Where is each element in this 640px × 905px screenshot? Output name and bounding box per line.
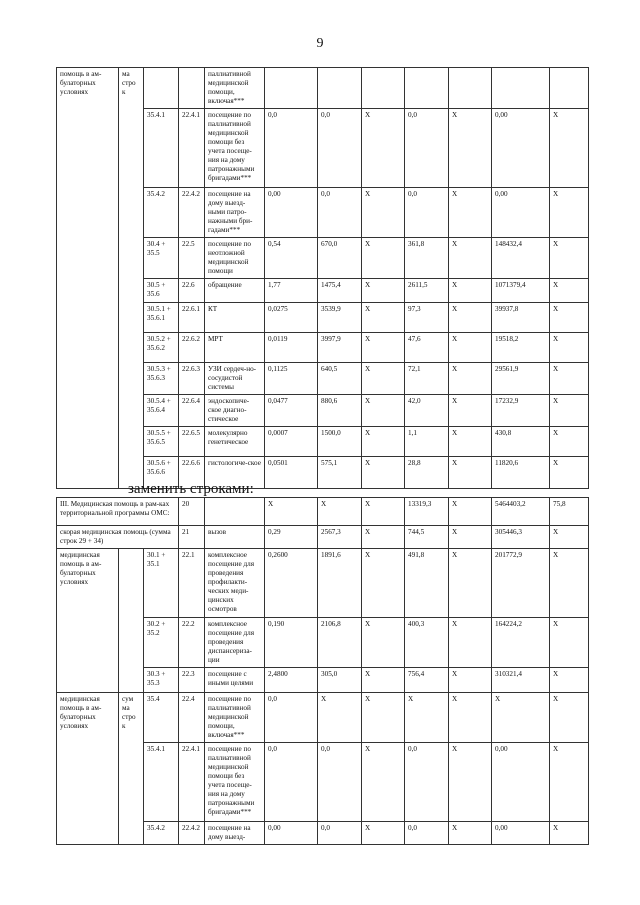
table-cell: 72,1	[405, 363, 449, 395]
table-cell: 0,00	[265, 822, 318, 845]
row-label: помощь в ам-булаторных условиях	[57, 68, 119, 489]
table-cell: 22.2	[179, 618, 205, 668]
table-cell: УЗИ сердеч-но-сосудистой системы	[205, 363, 265, 395]
row-label-2: сум ма стро к	[119, 693, 144, 845]
table-cell	[362, 68, 405, 109]
table-cell: X	[550, 303, 589, 333]
table-cell: X	[449, 427, 492, 457]
table-cell: 22.5	[179, 238, 205, 279]
table-cell: посещение по паллиативной медицинской помощи без учета посеще-ния на дому патронажными бригадами***	[205, 109, 265, 188]
table-cell: X	[449, 395, 492, 427]
table-cell: 0,00	[492, 188, 550, 238]
table-cell: 491,8	[405, 549, 449, 618]
table-cell: 35.4.2	[144, 188, 179, 238]
table-cell	[318, 68, 362, 109]
row-label-2: ма стро к	[119, 68, 144, 489]
table-cell: 0,00	[492, 822, 550, 845]
table-cell: 0,0	[318, 743, 362, 822]
table-cell: посещение на дому выезд-	[205, 822, 265, 845]
table-cell: X	[449, 188, 492, 238]
table-cell: КТ	[205, 303, 265, 333]
table-cell: 22.6.3	[179, 363, 205, 395]
section-title: III. Медицинская помощь в рам-ках территориальной программы ОМС:	[57, 498, 179, 526]
table-cell: X	[362, 395, 405, 427]
table-cell: 310321,4	[492, 668, 550, 693]
table-row	[57, 526, 589, 549]
table-cell: МРТ	[205, 333, 265, 363]
table-cell: X	[362, 333, 405, 363]
table-cell: 744,5	[405, 526, 449, 549]
table-cell: 35.4.1	[144, 109, 179, 188]
table-cell: 30.5.4 + 35.6.4	[144, 395, 179, 427]
table-cell: 30.4 + 35.5	[144, 238, 179, 279]
table-cell: эндоскопиче-ское диагно-стическое	[205, 395, 265, 427]
table-cell: 0,0119	[265, 333, 318, 363]
table-cell: 35.4	[144, 693, 179, 743]
table-cell: X	[449, 693, 492, 743]
table-cell: 22.4.2	[179, 188, 205, 238]
table-cell: 0,0	[265, 109, 318, 188]
table-cell	[119, 549, 144, 693]
table-cell: посещение по неотложной медицинской помощи	[205, 238, 265, 279]
table-row	[57, 498, 589, 526]
table-cell: 30.5.3 + 35.6.3	[144, 363, 179, 395]
table-cell: X	[550, 549, 589, 618]
table-cell: X	[449, 822, 492, 845]
table-cell: X	[362, 303, 405, 333]
table-cell: X	[550, 526, 589, 549]
table-cell: 575,1	[318, 457, 362, 489]
table-cell: комплексное посещение для проведения профилакти-ческих меди-цинских осмотров	[205, 549, 265, 618]
table-cell: X	[362, 427, 405, 457]
table-cell: 1,77	[265, 279, 318, 303]
table-cell: 5464403,2	[492, 498, 550, 526]
table-cell: 2611,5	[405, 279, 449, 303]
table-cell: X	[550, 188, 589, 238]
table-cell: 30.5.1 + 35.6.1	[144, 303, 179, 333]
table-cell: 30.5 + 35.6	[144, 279, 179, 303]
table-cell: 640,5	[318, 363, 362, 395]
table-cell: молекулярно генетическое	[205, 427, 265, 457]
table-cell: 39937,8	[492, 303, 550, 333]
table-cell: 22.4.2	[179, 822, 205, 845]
table-cell: 1500,0	[318, 427, 362, 457]
table-cell: X	[550, 395, 589, 427]
table-cell: 0,0	[318, 822, 362, 845]
table-cell: X	[449, 109, 492, 188]
table-cell: X	[362, 668, 405, 693]
table-cell: 1475,4	[318, 279, 362, 303]
table-cell: 0,54	[265, 238, 318, 279]
table-row	[57, 68, 589, 109]
table-cell: 22.3	[179, 668, 205, 693]
table-cell: X	[550, 668, 589, 693]
table-cell: 1071379,4	[492, 279, 550, 303]
table-cell: 0,0	[405, 188, 449, 238]
table-cell: 361,8	[405, 238, 449, 279]
table-cell: X	[449, 238, 492, 279]
table-cell: X	[449, 526, 492, 549]
table-cell	[449, 68, 492, 109]
table-cell: X	[449, 303, 492, 333]
table-row	[57, 549, 589, 618]
table-cell: X	[362, 498, 405, 526]
table-cell: скорая медицинская помощь (сумма строк 29 + 34)	[57, 526, 179, 549]
table-cell: X	[362, 279, 405, 303]
table-cell: 0,00	[265, 188, 318, 238]
table-cell: посещение по паллиативной медицинской помощи без учета посеще-ния на дому патронажными бригадами***	[205, 743, 265, 822]
table-cell: X	[550, 457, 589, 489]
table-cell: посещение с иными целями	[205, 668, 265, 693]
row-label: медицинская помощь в ам-булаторных условиях	[57, 549, 119, 693]
table-cell: 0,0	[405, 743, 449, 822]
cell-description: паллиативной медицинской помощи, включая***	[205, 68, 265, 109]
table-cell	[205, 498, 265, 526]
table-cell: X	[492, 693, 550, 743]
table-cell	[144, 68, 179, 109]
table-cell: X	[362, 188, 405, 238]
table-cell: 1891,6	[318, 549, 362, 618]
page-number: 9	[316, 36, 324, 51]
replace-heading: заменить строками:	[128, 481, 254, 497]
table-cell: 0,1125	[265, 363, 318, 395]
table-cell	[179, 68, 205, 109]
table-cell: 430,8	[492, 427, 550, 457]
table-cell: 30.5.2 + 35.6.2	[144, 333, 179, 363]
table-cell: X	[405, 693, 449, 743]
table-cell: 22.4	[179, 693, 205, 743]
table-cell: X	[449, 668, 492, 693]
table-cell: 22.4.1	[179, 743, 205, 822]
table-cell: 670,0	[318, 238, 362, 279]
table-cell: 30.5.6 + 35.6.6	[144, 457, 179, 489]
table-cell: X	[449, 549, 492, 618]
table-cell	[405, 68, 449, 109]
table-cell: X	[550, 693, 589, 743]
table-cell: 305446,3	[492, 526, 550, 549]
table-cell: X	[362, 693, 405, 743]
table-cell: X	[449, 363, 492, 395]
table-cell: X	[362, 822, 405, 845]
table-cell: X	[362, 109, 405, 188]
table-cell: гистологиче-ское	[205, 457, 265, 489]
table-cell: 3997,9	[318, 333, 362, 363]
table-cell: комплексное посещение для проведения диспансериза-ции	[205, 618, 265, 668]
table-cell: X	[362, 549, 405, 618]
table-cell: 22.4.1	[179, 109, 205, 188]
table-cell: вызов	[205, 526, 265, 549]
table-cell: X	[265, 498, 318, 526]
table-cell: X	[550, 279, 589, 303]
table-cell: X	[449, 618, 492, 668]
table-cell: 0,00	[492, 743, 550, 822]
table-cell: 2106,8	[318, 618, 362, 668]
table-cell: X	[550, 822, 589, 845]
table-cell: 0,190	[265, 618, 318, 668]
table-cell: X	[449, 457, 492, 489]
table-cell: обращение	[205, 279, 265, 303]
table-cell: 0,0	[405, 822, 449, 845]
table-cell: X	[550, 427, 589, 457]
table-cell: 148432,4	[492, 238, 550, 279]
table-cell: 47,6	[405, 333, 449, 363]
table-cell: 0,0	[265, 693, 318, 743]
table-cell: X	[362, 457, 405, 489]
table-cell: X	[318, 693, 362, 743]
table-cell: 35.4.1	[144, 743, 179, 822]
table-cell: 2567,3	[318, 526, 362, 549]
table-continuation	[56, 67, 589, 489]
table-cell: 0,00	[492, 109, 550, 188]
table-cell: 0,0	[318, 109, 362, 188]
table-cell: X	[449, 279, 492, 303]
table-cell: 21	[179, 526, 205, 549]
table-cell: 0,29	[265, 526, 318, 549]
table-cell: 22.6	[179, 279, 205, 303]
table-cell: посещение на дому выезд-ными патро-нажными бри-гадами***	[205, 188, 265, 238]
table-cell: X	[550, 743, 589, 822]
table-cell: 22.6.4	[179, 395, 205, 427]
table-cell: 22.6.1	[179, 303, 205, 333]
table-cell: 30.1 + 35.1	[144, 549, 179, 618]
table-cell: посещение по паллиативной медицинской помощи, включая***	[205, 693, 265, 743]
table-cell: 0,0501	[265, 457, 318, 489]
table-cell: X	[449, 743, 492, 822]
table-cell: 30.5.5 + 35.6.5	[144, 427, 179, 457]
table-cell: X	[362, 238, 405, 279]
table-cell: 0,0	[318, 188, 362, 238]
table-cell: 201772,9	[492, 549, 550, 618]
table-cell: 20	[179, 498, 205, 526]
table-cell	[265, 68, 318, 109]
table-cell: 0,0	[265, 743, 318, 822]
table-cell: 0,2600	[265, 549, 318, 618]
table-cell: 22.1	[179, 549, 205, 618]
table-cell: X	[550, 363, 589, 395]
table-row	[57, 693, 589, 743]
table-cell: 1,1	[405, 427, 449, 457]
table-cell: X	[449, 333, 492, 363]
table-cell: 13319,3	[405, 498, 449, 526]
row-label: медицинская помощь в ам-булаторных условиях	[57, 693, 119, 845]
table-cell: 400,3	[405, 618, 449, 668]
table-cell: 0,0	[405, 109, 449, 188]
table-cell: 19518,2	[492, 333, 550, 363]
table-cell: X	[550, 109, 589, 188]
table-cell: 42,0	[405, 395, 449, 427]
table-cell: 2,4800	[265, 668, 318, 693]
table-cell: 17232,9	[492, 395, 550, 427]
table-cell: 35.4.2	[144, 822, 179, 845]
table-cell: X	[449, 498, 492, 526]
table-cell: 0,0477	[265, 395, 318, 427]
table-cell: X	[362, 363, 405, 395]
table-cell: 30.2 + 35.2	[144, 618, 179, 668]
table-cell: X	[318, 498, 362, 526]
table-cell: X	[362, 618, 405, 668]
table-cell: 22.6.2	[179, 333, 205, 363]
table-cell	[492, 68, 550, 109]
table-cell: 30.3 + 35.3	[144, 668, 179, 693]
table-cell: X	[550, 333, 589, 363]
table-cell: 0,0275	[265, 303, 318, 333]
table-cell: X	[362, 743, 405, 822]
table-cell: 75,8	[550, 498, 589, 526]
table-cell: 97,3	[405, 303, 449, 333]
table-cell: 3539,9	[318, 303, 362, 333]
table-cell: X	[550, 238, 589, 279]
table-cell: X	[550, 618, 589, 668]
table-cell: 22.6.6	[179, 457, 205, 489]
table-cell: 305,0	[318, 668, 362, 693]
table-cell: 164224,2	[492, 618, 550, 668]
table-cell	[550, 68, 589, 109]
table-cell: 0,0007	[265, 427, 318, 457]
table-cell: 880,6	[318, 395, 362, 427]
table-cell: 22.6.5	[179, 427, 205, 457]
table-cell: 28,8	[405, 457, 449, 489]
table-cell: X	[362, 526, 405, 549]
table-cell: 11820,6	[492, 457, 550, 489]
table-cell: 29561,9	[492, 363, 550, 395]
table-cell: 756,4	[405, 668, 449, 693]
table-replacement	[56, 497, 589, 845]
